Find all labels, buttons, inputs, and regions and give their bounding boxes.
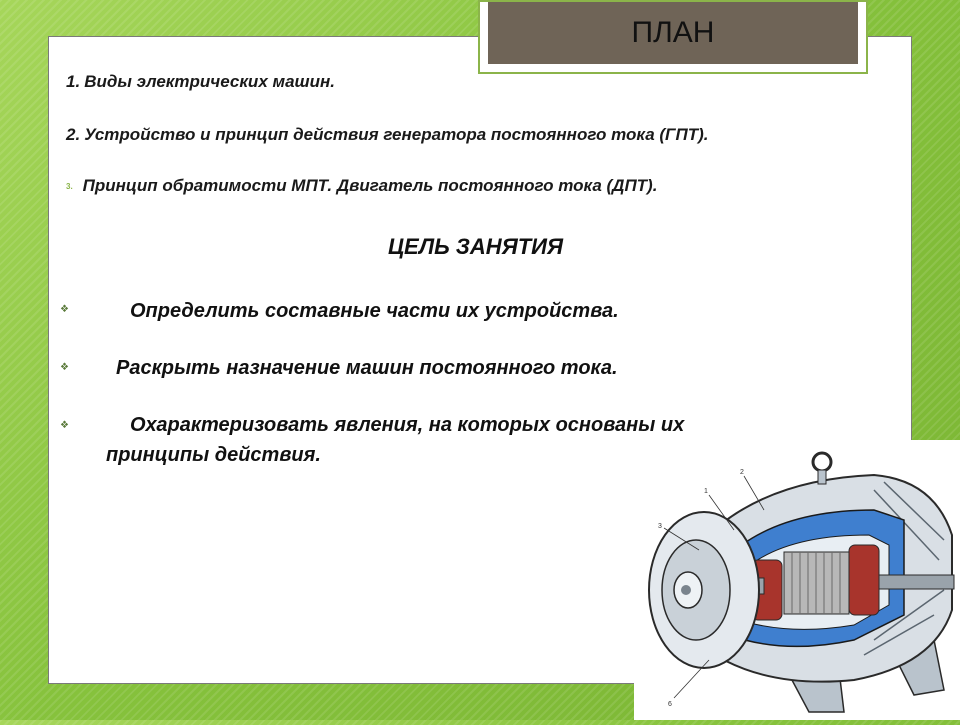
svg-text:3: 3 <box>658 523 662 530</box>
diamond-bullet-icon: ❖ <box>60 362 69 373</box>
plan-text: Виды электрических машин. <box>84 72 336 91</box>
slide-title <box>488 2 858 64</box>
goal-item-2: Раскрыть назначение машин постоянного тока. <box>116 357 618 379</box>
svg-text:1: 1 <box>704 488 708 495</box>
diamond-bullet-icon: ❖ <box>60 304 69 315</box>
goal-title: ЦЕЛЬ ЗАНЯТИЯ <box>388 234 564 259</box>
plan-number: 3. <box>66 182 73 192</box>
goal-item-3: Охарактеризовать явления, на которых основаны их <box>130 414 685 436</box>
slide-title-text: ПЛАН <box>631 16 715 49</box>
motor-illustration <box>634 440 960 720</box>
plan-item-3 <box>66 176 657 196</box>
svg-text:2: 2 <box>740 469 744 476</box>
plan-number: 1. <box>66 72 81 91</box>
plan-number: 2. <box>66 125 81 144</box>
plan-text: Принцип обратимости МПТ. Двигатель постоянного тока (ДПТ). <box>82 176 658 195</box>
svg-text:6: 6 <box>668 701 672 708</box>
diamond-bullet-icon: ❖ <box>60 420 69 431</box>
motor-cutaway-icon <box>634 440 960 720</box>
plan-text: Устройство и принцип действия генератора постоянного тока (ГПТ). <box>84 125 709 144</box>
goal-item-3-continuation: принципы действия. <box>106 444 321 466</box>
plan-item-2 <box>66 125 708 145</box>
goal-item-1: Определить составные части их устройства. <box>130 300 619 322</box>
plan-item-1 <box>66 72 335 92</box>
title-frame <box>478 0 868 74</box>
